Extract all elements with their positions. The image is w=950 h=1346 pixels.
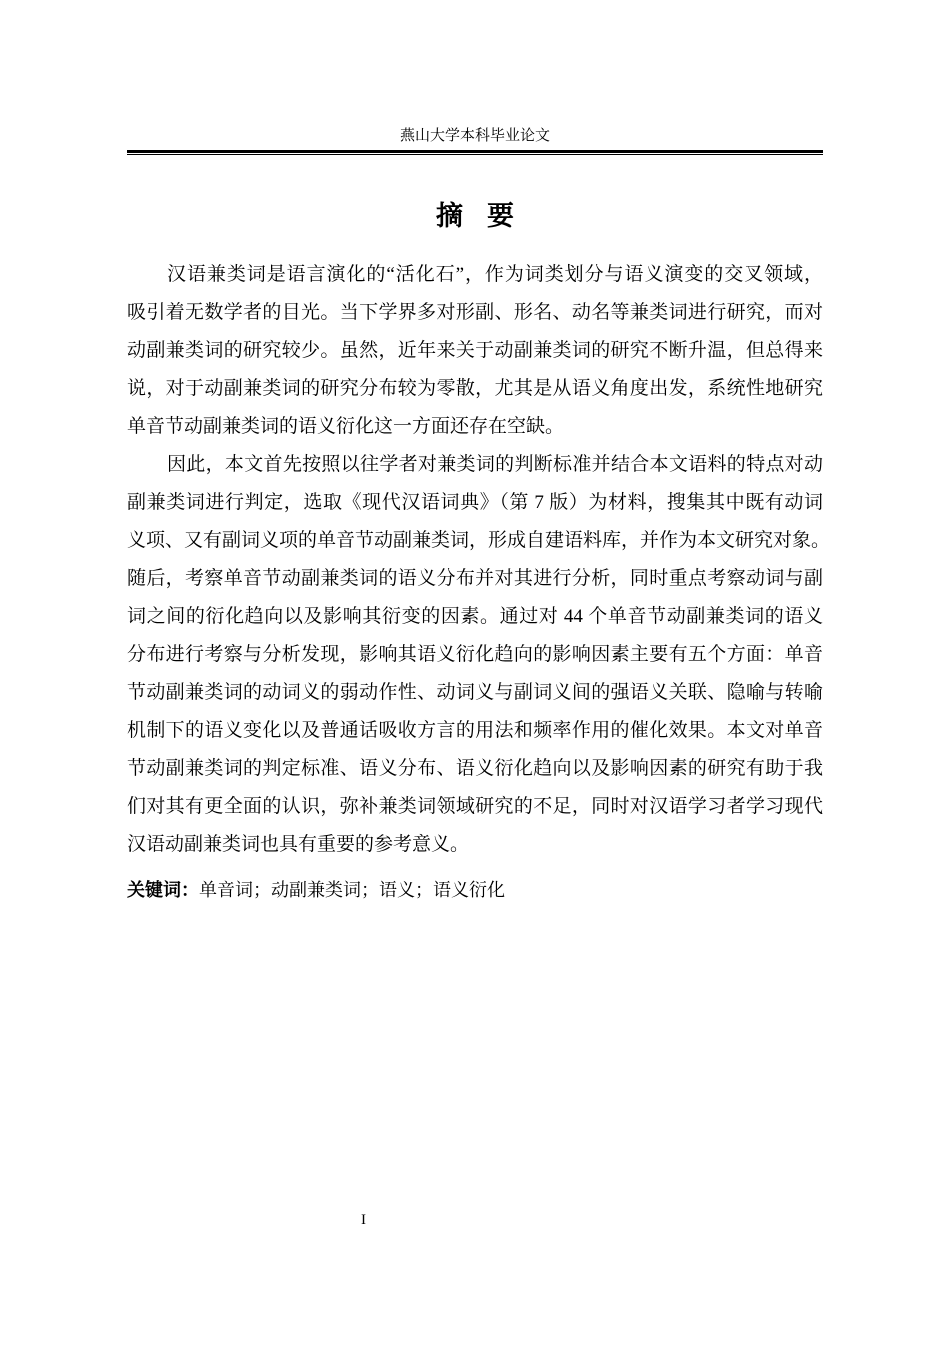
title-char: 摘 — [436, 201, 463, 231]
paragraph-line: 随后，考察单音节动副兼类词的语义分布并对其进行分析，同时重点考察动词与副 — [127, 568, 823, 589]
paragraph-line: 机制下的语义变化以及普通话吸收方言的用法和频率作用的催化效果。本文对单音 — [127, 720, 823, 741]
page-number: I — [361, 1212, 366, 1228]
keywords — [127, 876, 505, 902]
paragraph — [127, 451, 831, 869]
paragraph-line: 因此，本文首先按照以往学者对兼类词的判断标准并结合本文语料的特点对动 — [167, 454, 823, 475]
paragraph-line: 们对其有更全面的认识，弥补兼类词领域研究的不足，同时对汉语学习者学习现代 — [127, 796, 823, 817]
paragraph-line: 汉语动副兼类词也具有重要的参考意义。 — [127, 834, 470, 855]
title-char: 要 — [487, 201, 514, 231]
header-rule-thick — [127, 150, 823, 153]
keywords-value: 单音词；动副兼类词；语义；语义衍化 — [199, 880, 505, 900]
paragraph-line: 动副兼类词的研究较少。虽然，近年来关于动副兼类词的研究不断升温，但总得来 — [127, 340, 823, 361]
running-header: 燕山大学本科毕业论文 — [399, 128, 550, 144]
paragraph-line: 副兼类词进行判定，选取《现代汉语词典》（第 7 版）为材料，搜集其中既有动词 — [127, 492, 823, 513]
paragraph-line: 单音节动副兼类词的语义衍化这一方面还存在空缺。 — [127, 416, 565, 437]
keywords-label: 关键词： — [127, 880, 199, 900]
paragraph-line: 吸引着无数学者的目光。当下学界多对形副、形名、动名等兼类词进行研究，而对 — [127, 302, 823, 323]
abstract-body — [127, 261, 831, 869]
header-rule-thin — [127, 154, 823, 155]
paragraph-line: 词之间的衍化趋向以及影响其衍变的因素。通过对 44 个单音节动副兼类词的语义 — [127, 606, 823, 627]
paragraph-line: 汉语兼类词是语言演化的“活化石”，作为词类划分与语义演变的交叉领域， — [167, 264, 823, 285]
paragraph-line: 节动副兼类词的判定标准、语义分布、语义衍化趋向以及影响因素的研究有助于我 — [127, 758, 823, 779]
paragraph-line: 说，对于动副兼类词的研究分布较为零散，尤其是从语义角度出发，系统性地研究 — [127, 378, 823, 399]
paragraph-line: 义项、又有副词义项的单音节动副兼类词，形成自建语料库，并作为本文研究对象。 — [127, 530, 831, 551]
paragraph-line: 分布进行考察与分析发现，影响其语义衍化趋向的影响因素主要有五个方面：单音 — [127, 644, 823, 665]
paragraph-line: 节动副兼类词的动词义的弱动作性、动词义与副词义间的强语义关联、隐喻与转喻 — [127, 682, 823, 703]
abstract-title — [127, 194, 823, 233]
paragraph — [127, 261, 823, 451]
